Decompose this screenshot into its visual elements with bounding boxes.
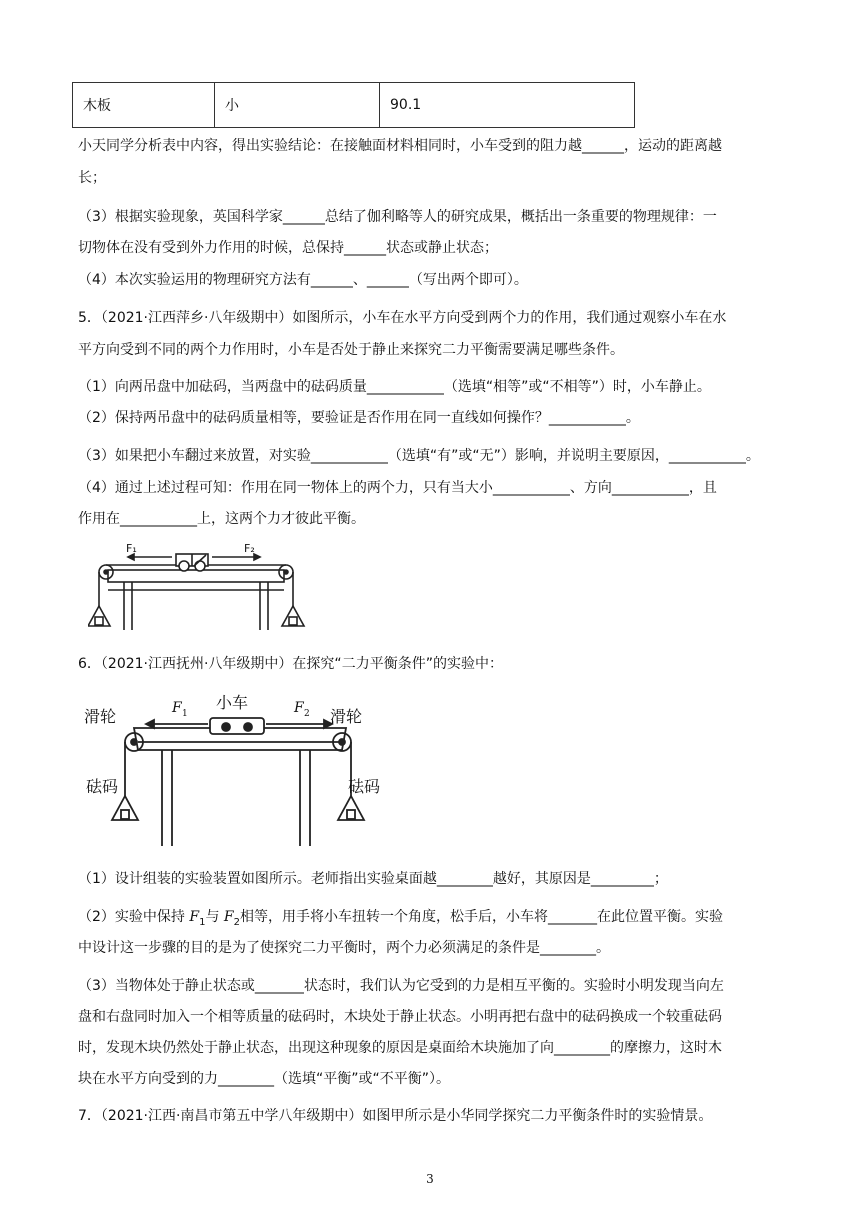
table-top [108, 570, 284, 582]
toy-car [210, 718, 264, 734]
f1-subscript: 1 [182, 709, 188, 719]
q5-intro-line1: 5．（2021·江西萍乡·八年级期中）如图所示，小车在水平方向受到两个力的作用，我们通过观察小车在水 [78, 310, 727, 326]
q6-apparatus-figure [80, 686, 400, 848]
q5-apparatus-figure [88, 538, 310, 638]
q6-part3-line2: 盘和右盘同时加入一个相等质量的砝码时，木块处于静止状态。小明再把右盘中的砝码换成一个较重砝码 [78, 1009, 722, 1025]
results-table [72, 82, 635, 128]
weight-right-label: 砝码 [348, 777, 381, 796]
q5-part4-line2: 作用在___________上，这两个力才彼此平衡。 [78, 511, 365, 527]
q4-conclusion-line1: 小天同学分析表中内容，得出实验结论：在接触面材料相同时，小车受到的阻力越______，运动的距离越 [78, 138, 722, 154]
q6-part2-mid: 与 [205, 909, 224, 925]
page-number: 3 [426, 1172, 434, 1186]
table-row [73, 83, 635, 128]
q7-intro: 7．（2021·江西·南昌市第五中学八年级期中）如图甲所示是小华同学探究二力平衡条件时的实验情景。 [78, 1108, 713, 1124]
weight-left-label: 砝码 [86, 777, 119, 796]
f1-label: F [172, 700, 182, 716]
q5-part3: （3）如果把小车翻过来放置，对实验___________（选填“有”或“无”）影响，并说明主要原因，___________。 [78, 448, 760, 464]
table-cell: 90.1 [380, 83, 635, 128]
q5-part4-line1: （4）通过上述过程可知：作用在同一物体上的两个力，只有当大小___________、方向___________，且 [78, 480, 717, 496]
q4-conclusion-line2: 长； [78, 170, 106, 186]
f2-symbol: F [223, 909, 234, 925]
f2-label: F₂ [244, 542, 255, 555]
q6-part2-rest: 相等，用手将小车扭转一个角度，松手后，小车将_______在此位置平衡。实验 [240, 909, 723, 925]
q4-part3-line1: （3）根据实验现象，英国科学家______总结了伽利略等人的研究成果，概括出一条重要的物理规律：一 [78, 209, 717, 225]
table-cell: 小 [215, 83, 380, 128]
q6-intro: 6．（2021·江西抚州·八年级期中）在探究“二力平衡条件”的实验中： [78, 656, 503, 672]
q6-part2-prefix: （2）实验中保持 [78, 909, 190, 925]
car-label: 小车 [216, 693, 249, 712]
q6-part2-line1 [78, 907, 790, 933]
f1-label: F₁ [126, 542, 137, 555]
q6-part1: （1）设计组装的实验装置如图所示。老师指出实验桌面越________越好，其原因是_________； [78, 871, 668, 887]
pulley-left-label: 滑轮 [84, 707, 117, 726]
q6-part3-line1: （3）当物体处于静止状态或_______状态时，我们认为它受到的力是相互平衡的。实验时小明发现当向左 [78, 978, 724, 994]
q6-part2-line2: 中设计这一步骤的目的是为了使探究二力平衡时，两个力必须满足的条件是________。 [78, 940, 610, 956]
f1-symbol: F [189, 909, 200, 925]
table-cell: 木板 [73, 83, 215, 128]
pulley-right-label: 滑轮 [330, 707, 363, 726]
f2-subscript: 2 [304, 709, 310, 719]
q4-part3-line2: 切物体在没有受到外力作用的时候，总保持______状态或静止状态； [78, 240, 498, 256]
q5-part1: （1）向两吊盘中加砝码，当两盘中的砝码质量___________（选填“相等”或“不相等”）时，小车静止。 [78, 379, 711, 395]
f2-symbol-sub: 2 [233, 916, 240, 928]
q5-part2: （2）保持两吊盘中的砝码质量相等，要验证是否作用在同一直线如何操作？___________。 [78, 410, 640, 426]
q6-part3-line3: 时，发现木块仍然处于静止状态，出现这种现象的原因是桌面给木块施加了向________的摩擦力，这时木 [78, 1040, 722, 1056]
q4-part4: （4）本次实验运用的物理研究方法有______、______（写出两个即可）。 [78, 272, 528, 288]
f1-symbol-sub: 1 [199, 916, 206, 928]
q6-part3-line4: 块在水平方向受到的力________（选填“平衡”或“不平衡”）。 [78, 1071, 451, 1087]
q5-intro-line2: 平方向受到不同的两个力作用时，小车是否处于静止来探究二力平衡需要满足哪些条件。 [78, 342, 624, 358]
f2-label: F [294, 700, 304, 716]
